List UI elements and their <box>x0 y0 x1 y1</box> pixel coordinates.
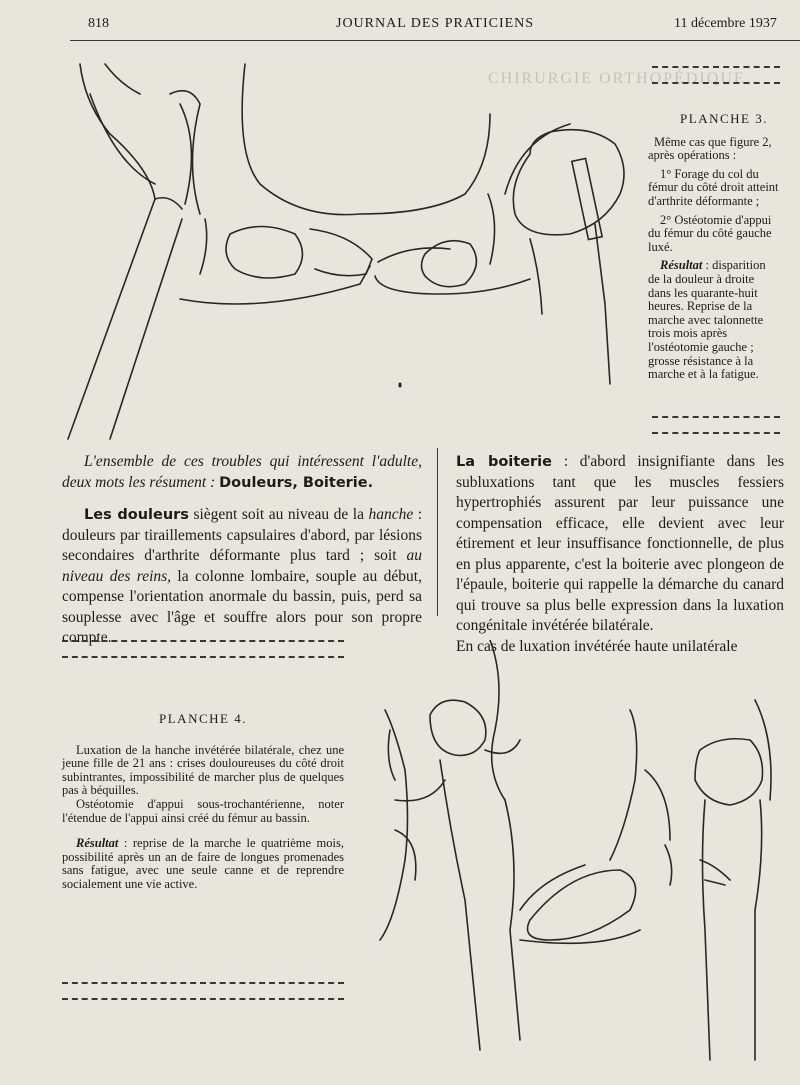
planche3-dashes-bottom <box>652 416 780 418</box>
column-rule <box>437 448 438 616</box>
planche3-dashes-top <box>652 66 780 68</box>
planche4-result-text: : reprise de la marche le quatrième mois, possibilité après un an de faire de longues promenades sans fatigue, avec une seule canne et de reprendre socialement une vie active. <box>62 836 344 891</box>
planche3-item1: 1° Forage du col du fémur du côté droit atteint d'arthrite déformante ; <box>648 166 779 208</box>
left-column <box>62 452 422 649</box>
douleurs-label: Les douleurs <box>84 507 189 523</box>
planche4-p2: Ostéotomie d'appui sous-trochantérienne, noter l'étendue de l'appui ainsi créé du fémur au bassin. <box>62 796 344 825</box>
bleed-through-text: CHIRURGIE ORTHOPÉDIQUE <box>488 70 746 87</box>
left-intro-bold: Douleurs, Boiterie. <box>219 474 374 491</box>
planche4-p1: Luxation de la hanche invétérée bilatérale, chez une jeune fille de 21 ans : crises douloureuses du côté droit subintrantes, impossibilité de marcher plus de quelques pas à béquilles. <box>62 742 344 798</box>
header-rule <box>70 40 800 41</box>
planche4-result-label: Résultat <box>76 836 119 851</box>
douleurs-text-c: la colonne lombaire, souple au début, compense l'orientation anormale du bassin, puis, perd sa souplesse avec l'âge et souffre alors pour son propre compte. <box>62 567 422 646</box>
planche4-dashes-top <box>62 640 344 642</box>
issue-date: 11 décembre 1937 <box>674 16 777 31</box>
planche3-caption <box>648 112 780 382</box>
right-column <box>456 452 784 657</box>
journal-title: JOURNAL DES PRATICIENS <box>336 16 535 31</box>
planche4-dashes-bottom <box>62 982 344 984</box>
left-intro <box>62 452 422 493</box>
left-douleurs-paragraph <box>62 505 422 649</box>
left-intro-italic: L'ensemble de ces troubles qui intéressent l'adulte, deux mots les résument : <box>62 453 422 491</box>
douleurs-text-b: : douleurs par tiraillements capsulaires d'abord, par lésions secondaires d'arthrite déformante plus tard ; soit <box>62 506 423 564</box>
boiterie-paragraph <box>456 452 784 637</box>
planche3-title: PLANCHE 3. <box>680 111 768 126</box>
planche3-dashes-top2 <box>652 82 780 84</box>
planche3-xray-drawing <box>60 44 660 444</box>
planche4-result <box>62 837 344 891</box>
douleurs-text-a: siègent soit au niveau de la <box>188 506 369 523</box>
planche3-result-text: : disparition de la douleur à droite dans les quarante-huit heures. Reprise de la marche avec talonnette trois mois après l'ostéotomie gauche ; grosse résistance à la marche et à la fatigue. <box>648 258 766 382</box>
planche4-title: PLANCHE 4. <box>159 711 247 726</box>
luxation-paragraph: En cas de luxation invétérée haute unilatérale <box>456 637 738 655</box>
boiterie-label: La boiterie <box>456 454 552 470</box>
planche4-xray-drawing <box>370 640 800 1080</box>
planche3-dashes-bottom2 <box>652 432 780 434</box>
page-number: 818 <box>88 16 109 31</box>
planche4-dashes-bottom2 <box>62 998 344 1000</box>
planche3-item2: 2° Ostéotomie d'appui du fémur du côté gauche luxé. <box>648 212 772 254</box>
planche4-dashes-top2 <box>62 656 344 658</box>
boiterie-text: : d'abord insignifiante dans les subluxations tant que les muscles fessiers hypertrophiés assurent par leur puissance une compensation efficace, elle devient avec leur étirement et leur insuffisance fonctionnelle, de plus en plus apparente, c'est la boiterie avec plongeon de l'épaule, boiterie qui rappelle la démarche du canard qui trouve sa plus belle expression dans la luxation congénitale invétérée bilatérale. <box>456 453 784 634</box>
planche3-result <box>648 259 780 381</box>
douleurs-reins: au niveau des reins, <box>62 547 422 585</box>
planche4-caption <box>62 712 344 892</box>
planche3-intro: Même cas que figure 2, après opérations : <box>648 134 772 163</box>
douleurs-hanche: hanche <box>368 506 414 523</box>
page-header <box>62 16 800 38</box>
planche3-result-label: Résultat <box>660 258 703 273</box>
